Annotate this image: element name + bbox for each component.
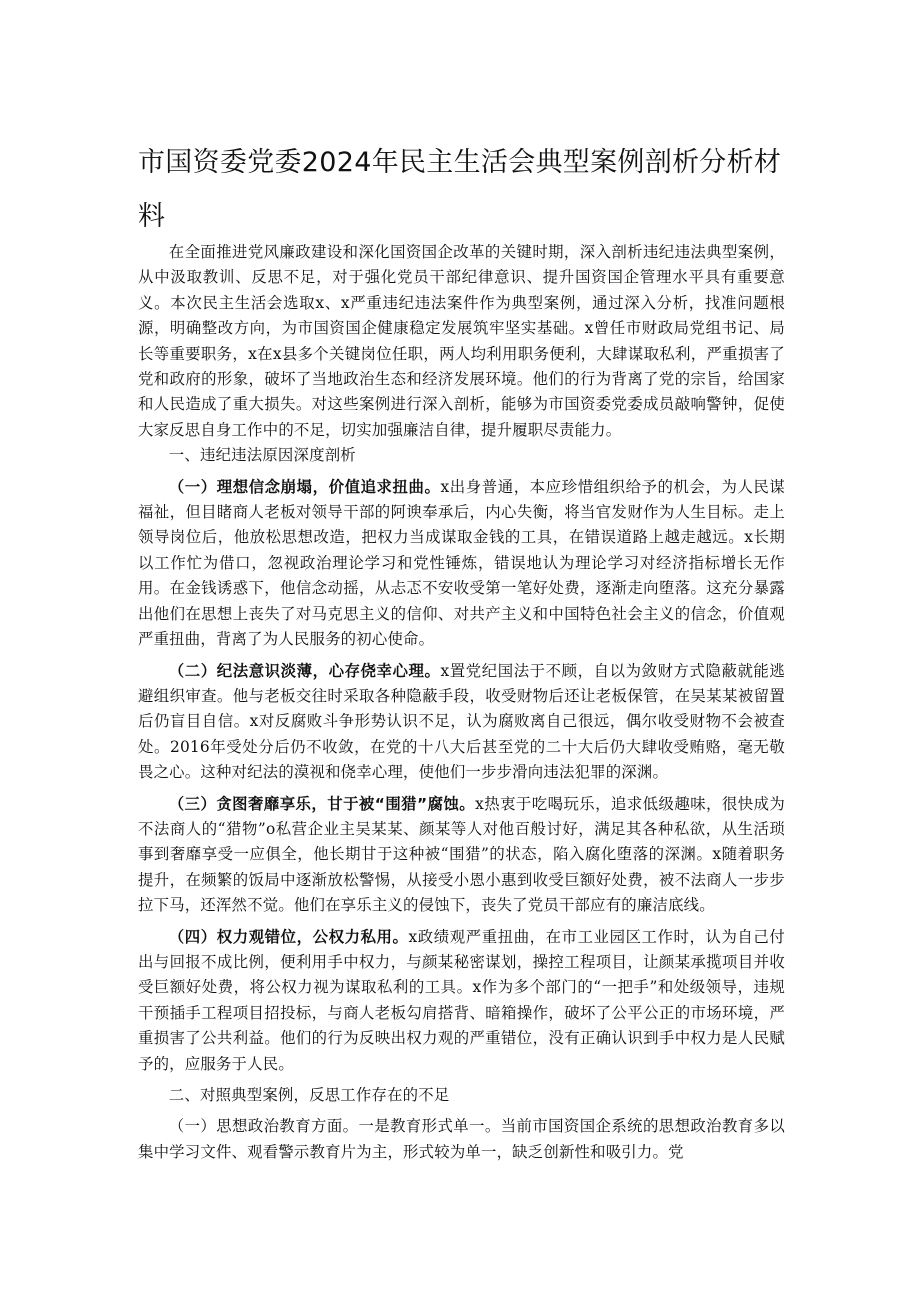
subsection-4-lead: （四）权力观错位，公权力私用。 bbox=[168, 927, 409, 946]
subsection-3 bbox=[138, 792, 785, 919]
subsection-2 bbox=[138, 659, 785, 786]
subsection-1-lead: （一）理想信念崩塌，价值追求扭曲。 bbox=[168, 477, 441, 496]
document-body bbox=[138, 240, 785, 1165]
subsection-3-text: x热衷于吃喝玩乐，追求低级趣味，很快成为不法商人的“猎物”o私营企业主吴某某、颜某等人对他百般讨好，满足其各种私欲，从生活琐事到奢靡享受一应俱全，他长期甘于这种被“围猎”的状态，陷入腐化堕落的深渊。x随着职务提升，在频繁的饭局中逐渐放松警惕，从接受小恩小惠到收受巨额好处费，被不法商人一步步拉下马，还浑然不觉。他们在享乐主义的侵蚀下，丧失了党员干部应有的廉洁底线。 bbox=[138, 794, 785, 915]
subsection-3-lead: （三）贪图奢靡享乐，甘于被“围猎”腐蚀。 bbox=[168, 794, 476, 813]
subsection-4 bbox=[138, 925, 785, 1077]
section-heading-2: 二、对照典型案例，反思工作存在的不足 bbox=[168, 1086, 450, 1104]
subsection-2-lead: （二）纪法意识淡薄，心存侥幸心理。 bbox=[168, 661, 441, 680]
subsection-5: （一）思想政治教育方面。一是教育形式单一。当前市国资国企系统的思想政治教育多以集中学习文件、观看警示教育片为主，形式较为单一，缺乏创新性和吸引力。党 bbox=[138, 1117, 785, 1161]
subsection-2-text: x置党纪国法于不顾，自以为敛财方式隐蔽就能逃避组织审查。他与老板交往时采取各种隐蔽手段，收受财物后还让老板保管，在吴某某被留置后仍盲目自信。x对反腐败斗争形势认识不足，认为腐败离自己很远，偶尔收受财物不会被查处。2016年受处分后仍不收敛，在党的十八大后甚至党的二十大后仍大肆收受贿赂，毫无敬畏之心。这种对纪法的漠视和侥幸心理，使他们一步步滑向违法犯罪的深渊。 bbox=[138, 661, 785, 782]
intro-paragraph: 在全面推进党风廉政建设和深化国资国企改革的关键时期，深入剖析违纪违法典型案例，从中汲取教训、反思不足，对于强化党员干部纪律意识、提升国资国企管理水平具有重要意义。本次民主生活会选取x、x严重违纪违法案件作为典型案例，通过深入分析，找准问题根源，明确整改方向，为市国资国企健康稳定发展筑牢坚实基础。x曾任市财政局党组书记、局长等重要职务，x在x县多个关键岗位任职，两人均利用职务便利，大肆谋取私利，严重损害了党和政府的形象，破坏了当地政治生态和经济发展环境。他们的行为背离了党的宗旨，给国家和人民造成了重大损失。对这些案例进行深入剖析，能够为市国资委党委成员敲响警钟，促使大家反思自身工作中的不足，切实加强廉洁自律，提升履职尽责能力。 bbox=[138, 243, 785, 439]
page-title: 市国资委党委2024年民主生活会典型案例剖析分析材料 bbox=[138, 147, 782, 232]
section-heading-1: 一、违纪违法原因深度剖析 bbox=[168, 446, 356, 465]
subsection-1-text: x出身普通，本应珍惜组织给予的机会，为人民谋福祉，但目睹商人老板对领导干部的阿谀奉承后，内心失衡，将当官发财作为人生目标。走上领导岗位后，他放松思想改造，把权力当成谋取金钱的工具，在错误道路上越走越远。x长期以工作忙为借口，忽视政治理论学习和党性锤炼，错误地认为理论学习对经济指标增长无作用。在金钱诱惑下，他信念动摇，从忐忑不安收受第一笔好处费，逐渐走向堕落。这充分暴露出他们在思想上丧失了对马克思主义的信仰、对共产主义和中国特色社会主义的信念，价值观严重扭曲，背离了为人民服务的初心使命。 bbox=[138, 477, 785, 649]
subsection-1 bbox=[138, 475, 785, 653]
subsection-4-text: x政绩观严重扭曲，在市工业园区工作时，认为自己付出与回报不成比例，便利用手中权力，与颜某秘密谋划，操控工程项目，让颜某承揽项目并收受巨额好处费，将公权力视为谋取私利的工具。x作为多个部门的“一把手”和处级领导，违规干预插手工程项目招投标，与商人老板勾肩搭背、暗箱操作，破坏了公平公正的市场环境，严重损害了公共利益。他们的行为反映出权力观的严重错位，没有正确认识到手中权力是人民赋予的，应服务于人民。 bbox=[138, 927, 785, 1073]
